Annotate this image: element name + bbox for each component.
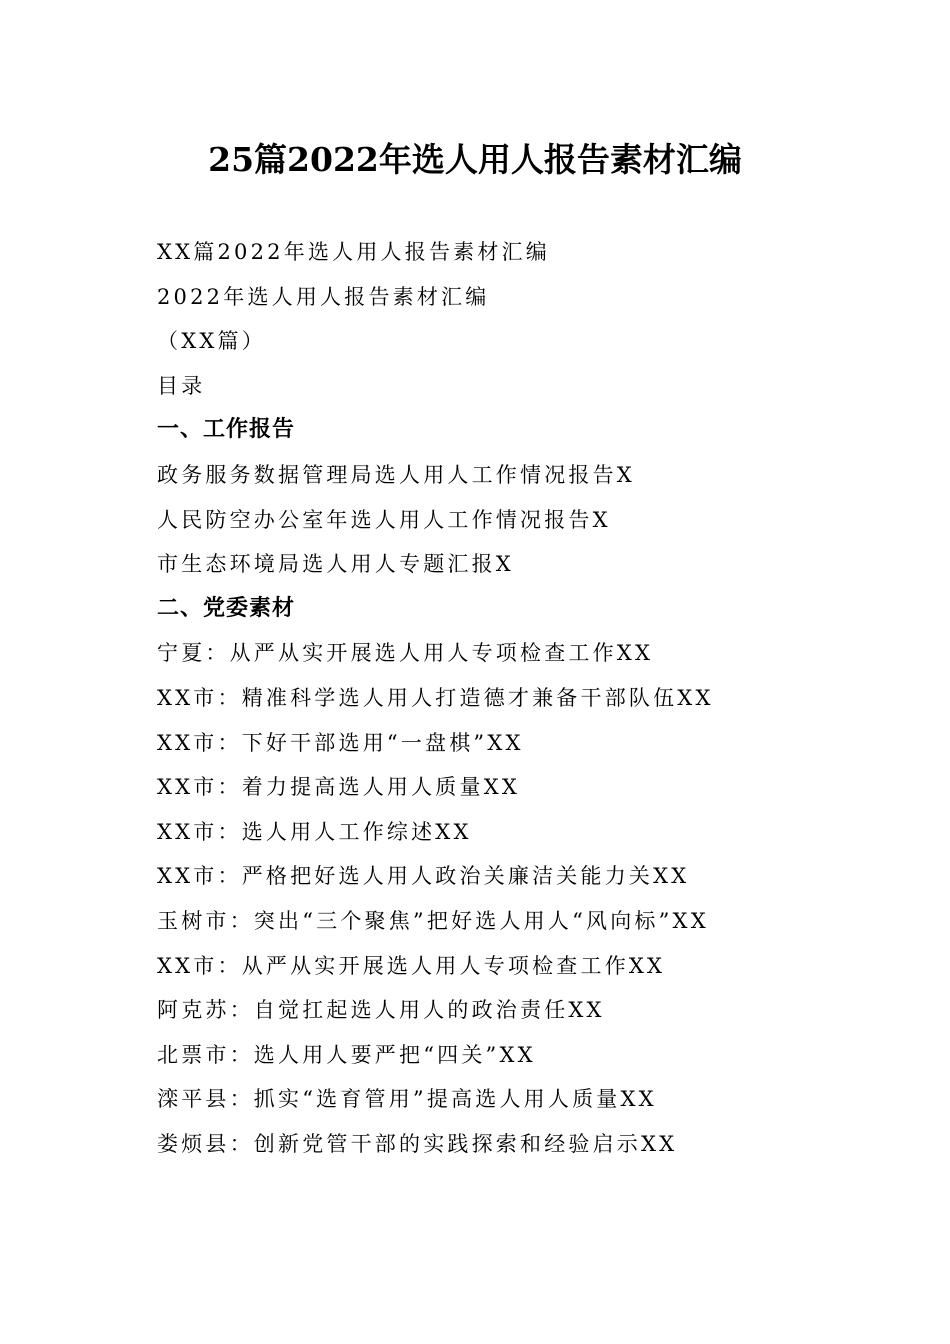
toc-entry: 玉树市：突出“三个聚焦”把好选人用人“风向标”XX [157,908,709,933]
toc-entry: XX市：着力提高选人用人质量XX [157,775,520,800]
document-title: 25篇2022年选人用人报告素材汇编 [208,140,742,179]
toc-entry: 阿克苏：自觉扛起选人用人的政治责任XX [157,998,605,1023]
toc-entry: XX市：严格把好选人用人政治关廉洁关能力关XX [157,864,690,889]
subtitle-line: 2022年选人用人报告素材汇编 [157,284,490,309]
toc-entry: 市生态环境局选人用人专题汇报X [157,552,514,577]
toc-entry: XX市：从严从实开展选人用人专项检查工作XX [157,953,666,978]
toc-entry: 政务服务数据管理局选人用人工作情况报告X [157,462,635,487]
toc-entry: XX市：下好干部选用“一盘棋”XX [157,730,524,755]
toc-entry: 人民防空办公室年选人用人工作情况报告X [157,507,611,532]
section-heading-work-reports: 一、工作报告 [157,417,296,443]
subtitle-line: XX篇2022年选人用人报告素材汇编 [157,240,550,264]
toc-entry: XX市：选人用人工作综述XX [157,819,472,844]
toc-entry: 娄烦县：创新党管干部的实践探索和经验启示XX [157,1131,678,1156]
document-body [157,230,917,1166]
toc-entry: XX市：精准科学选人用人打造德才兼备干部队伍XX [157,685,714,710]
toc-entry: 北票市：选人用人要严把“四关”XX [157,1042,536,1067]
toc-entry: 滦平县：抓实“选育管用”提高选人用人质量XX [157,1087,657,1112]
toc-entry: 宁夏：从严从实开展选人用人专项检查工作XX [157,641,654,666]
section-heading-party-materials: 二、党委素材 [157,595,296,621]
count-line: （XX篇） [157,329,266,354]
toc-label: 目录 [157,373,206,398]
